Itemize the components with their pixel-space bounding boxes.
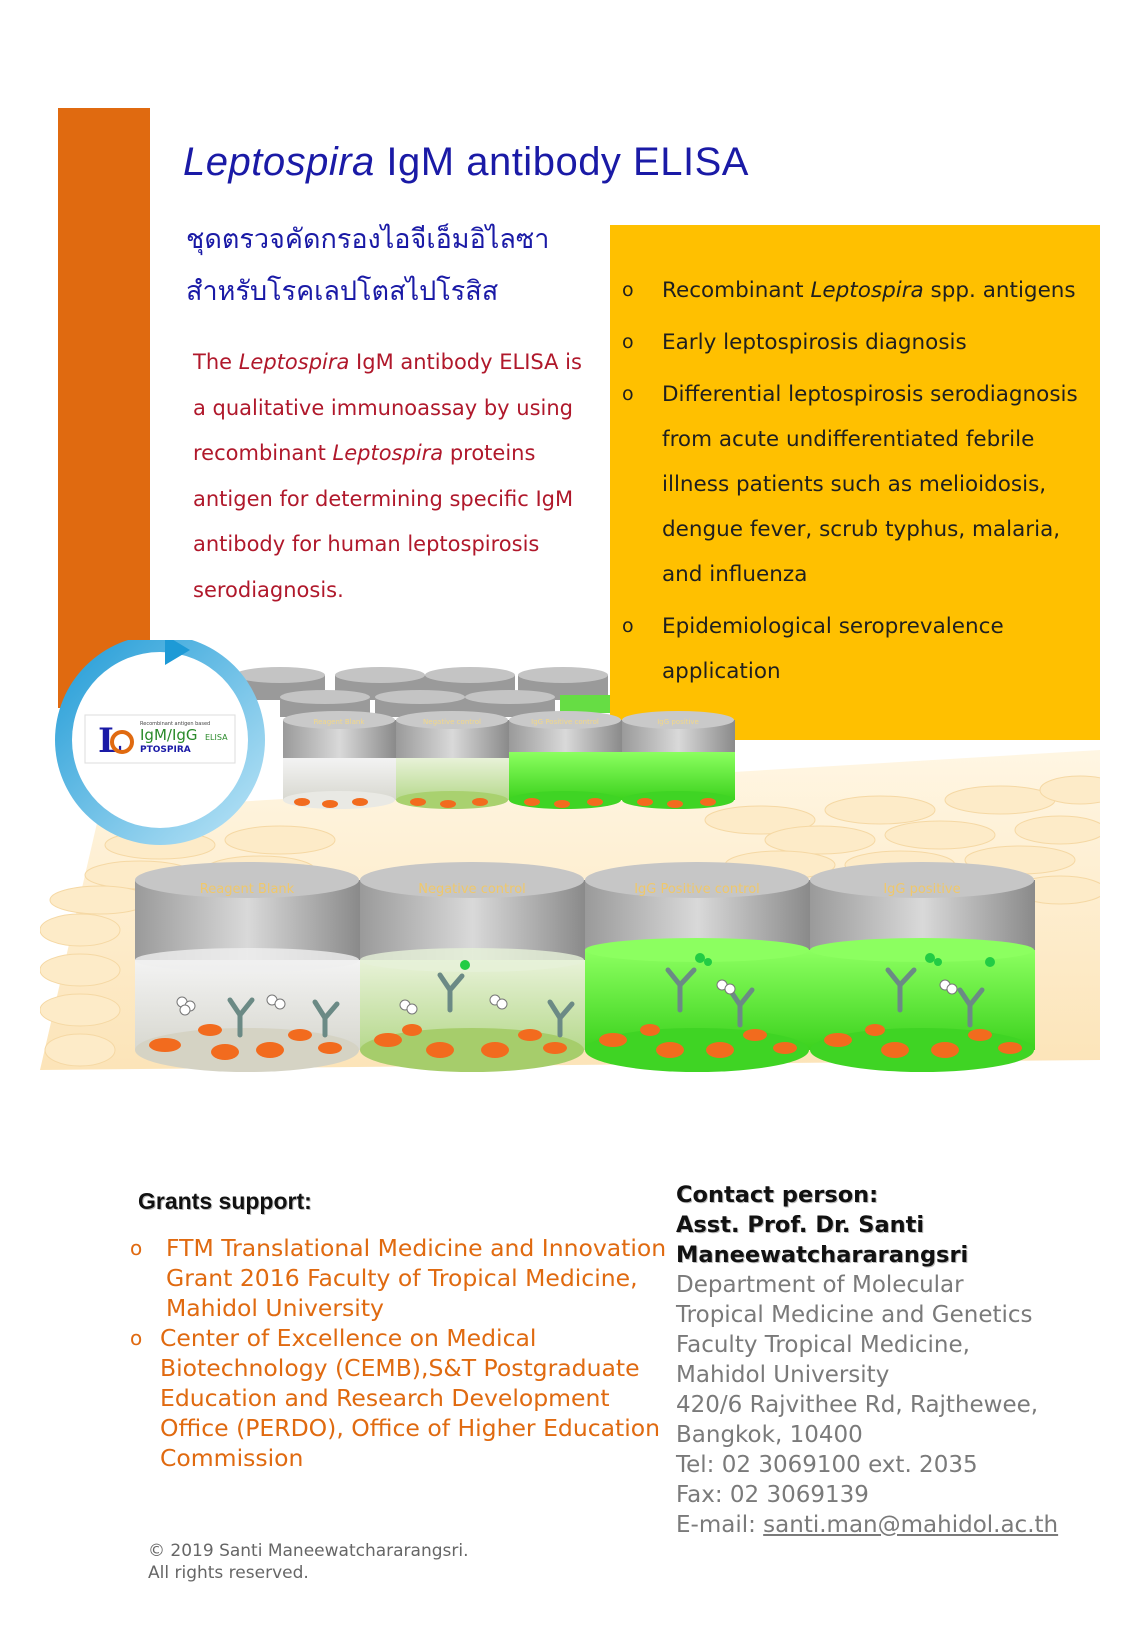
feature-4: Epidemiological seroprevalence application — [662, 614, 1004, 684]
front-wells-row — [135, 862, 1035, 1072]
contact-university: Mahidol University — [676, 1362, 890, 1388]
copyright-line-2: All rights reserved. — [148, 1563, 309, 1583]
desc-part-3: proteins antigen for determining specific IgM antibody for human leptospirosis serodiagnosis. — [193, 441, 574, 602]
bullet-icon: o — [622, 331, 634, 353]
mid-wells-row — [283, 711, 735, 809]
logo-main-text: IgM/IgG — [140, 726, 198, 744]
thai-subtitle — [186, 214, 549, 318]
grant-2: Center of Excellence on Medical Biotechnology (CEMB),S&T Postgraduate Education and Research Development Office (PERDO), Office of Higher Education Commission — [160, 1324, 661, 1472]
desc-italic-2: Leptospira — [332, 441, 444, 465]
mid-well-1 — [283, 711, 396, 809]
email-label: E-mail: — [676, 1512, 764, 1538]
logo-small-text: Recombinant antigen based — [140, 721, 211, 727]
grants-title: Grants support: — [138, 1188, 312, 1214]
thai-line-1: ชุดตรวจคัดกรองไอจีเอ็มอิไลซา — [186, 224, 550, 255]
copyright-line-1: © 2019 Santi Maneewatchararangsri. — [148, 1541, 469, 1561]
product-logo — [55, 640, 265, 845]
front-well-igg-positive — [810, 862, 1035, 1072]
front-well-label-2: Negative control — [418, 882, 526, 897]
mid-well-3 — [509, 711, 622, 809]
feature-1-pre: Recombinant — [662, 278, 811, 303]
email-link[interactable]: santi.man@mahidol.ac.th — [763, 1512, 1059, 1538]
feature-item — [622, 320, 1092, 365]
feature-2: Early leptospirosis diagnosis — [662, 330, 967, 355]
front-well-igg-positive-control — [585, 862, 810, 1072]
grant-1: FTM Translational Medicine and Innovation Grant 2016 Faculty of Tropical Medicine, Mahidol University — [166, 1234, 667, 1322]
grant-item — [130, 1233, 670, 1323]
copyright — [148, 1540, 469, 1584]
features-list — [622, 268, 1092, 701]
grant-item — [130, 1323, 670, 1473]
orange-accent-bar — [58, 108, 150, 708]
grants-list — [130, 1233, 670, 1473]
mid-well-4 — [622, 711, 735, 809]
bullet-icon: o — [130, 1326, 143, 1350]
contact-dept-2: Tropical Medicine and Genetics — [676, 1302, 1033, 1328]
front-well-negative-control — [360, 862, 585, 1072]
desc-italic-1: Leptospira — [238, 350, 350, 374]
mid-well-label-3: IgG Positive control — [531, 718, 599, 726]
desc-part-2: IgM antibody ELISA is a qualitative immunoassay by using recombinant — [193, 350, 582, 465]
feature-1-italic: Leptospira — [810, 278, 924, 303]
title-italic: Leptospira — [183, 140, 375, 184]
contact-address-2: Bangkok, 10400 — [676, 1422, 863, 1448]
logo-brand-text: PTOSPIRA — [140, 745, 191, 755]
front-well-label-1: Reagent Blank — [199, 882, 295, 897]
title-rest: IgM antibody ELISA — [374, 140, 749, 184]
contact-block — [676, 1180, 1116, 1540]
contact-title: Contact person: — [676, 1182, 879, 1208]
logo-elisa-text: ELISA — [205, 733, 228, 742]
bullet-icon: o — [130, 1236, 143, 1260]
contact-tel: Tel: 02 3069100 ext. 2035 — [676, 1452, 978, 1478]
contact-email — [676, 1510, 1116, 1540]
feature-3: Differential leptospirosis serodiagnosis from acute undifferentiated febrile illness patients such as melioidosis, dengue fever, scrub typhus, malaria, and influenza — [662, 382, 1078, 587]
thai-line-2: สำหรับโรคเลปโตสไปโรสิส — [186, 276, 499, 307]
bullet-icon: o — [622, 279, 634, 301]
page-title — [183, 140, 749, 185]
feature-1-post: spp. antigens — [923, 278, 1076, 303]
mid-well-label-4: IgG positive — [657, 718, 699, 726]
mid-well-2 — [396, 711, 509, 809]
desc-part-1: The — [193, 350, 239, 374]
contact-faculty: Faculty Tropical Medicine, — [676, 1332, 970, 1358]
bullet-icon: o — [622, 383, 634, 405]
contact-fax: Fax: 02 3069139 — [676, 1482, 869, 1508]
feature-item — [622, 268, 1092, 313]
bullet-icon: o — [622, 615, 634, 637]
contact-name-1: Asst. Prof. Dr. Santi — [676, 1212, 925, 1238]
contact-name-2: Maneewatchararangsri — [676, 1242, 969, 1268]
svg-text:L: L — [98, 721, 122, 761]
front-well-label-4: IgG positive — [883, 882, 961, 897]
elisa-wells-illustration — [40, 640, 1100, 1120]
front-well-reagent-blank — [135, 862, 360, 1072]
feature-item — [622, 372, 1092, 597]
contact-dept-1: Department of Molecular — [676, 1272, 964, 1298]
mid-well-label-1: Reagent Blank — [313, 718, 365, 726]
product-description — [193, 340, 593, 613]
contact-address-1: 420/6 Rajvithee Rd, Rajthewee, — [676, 1392, 1039, 1418]
mid-well-label-2: Negative control — [423, 718, 481, 726]
front-well-label-3: IgG Positive control — [634, 882, 760, 897]
